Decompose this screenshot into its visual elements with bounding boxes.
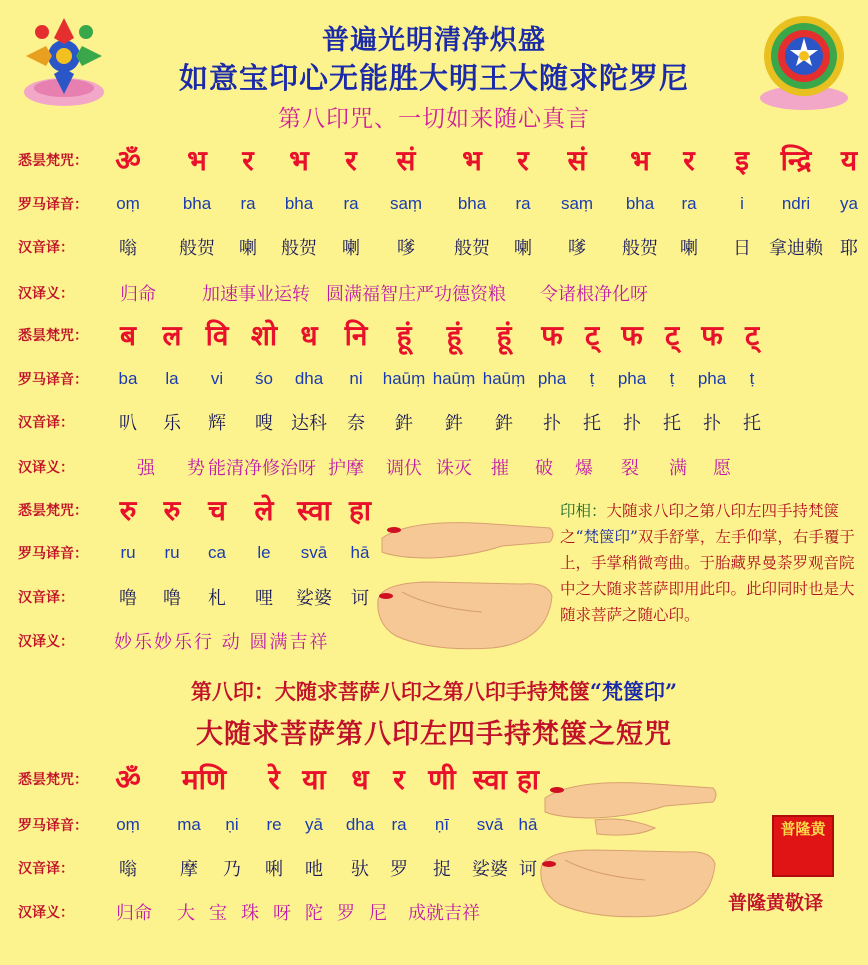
han_sound-token: 嗡: [119, 859, 137, 880]
han_sound-token: 噜: [119, 588, 137, 609]
sanskrit-token: हा: [348, 494, 372, 527]
mudra-desc-quote: “梵箧印”: [575, 528, 638, 546]
roman-token: ra: [240, 194, 256, 213]
han_sound-token: 唎: [265, 859, 283, 880]
han-sound-row-2: [18, 405, 868, 439]
label-han-meaning: 汉译义：: [18, 460, 74, 476]
roman-token: dha: [294, 369, 324, 388]
han_meaning-token: 宝: [209, 903, 227, 924]
han_meaning-token: 呀: [273, 903, 291, 924]
han_sound-token: 嗲: [397, 238, 415, 259]
han_sound-token: 诃: [351, 588, 369, 609]
han_sound-token: 辉: [208, 413, 226, 434]
sanskrit-token: ध: [300, 319, 318, 352]
han_sound-token: 乐: [163, 413, 181, 434]
han_sound-token: 噜: [163, 588, 181, 609]
han_meaning-token: 成就吉祥: [408, 903, 480, 924]
sanskrit-token: ट्: [744, 319, 760, 352]
roman-token: yā: [305, 815, 323, 834]
sanskrit-token: ट्: [584, 319, 600, 352]
han-sound-row-4: [18, 851, 537, 885]
han_meaning-token: 能清净修治呀: [208, 458, 316, 479]
sanskrit-token: ल: [162, 319, 182, 352]
roman-token: bha: [625, 194, 655, 213]
roman-token: dha: [345, 815, 375, 834]
translator-credit: 普隆黄敬译: [728, 892, 824, 914]
sanskrit-token: हूं: [496, 319, 512, 352]
subtitle: 第八印咒、一切如来随心真言: [278, 106, 590, 132]
sanskrit-token: ट्: [664, 319, 680, 352]
roman-token: bha: [284, 194, 314, 213]
sanskrit-token: भ: [630, 144, 650, 177]
roman-token: ṭ: [669, 369, 675, 388]
label-sanskrit: 悉昙梵咒：: [18, 503, 88, 519]
roman-token: oṃ: [116, 194, 140, 213]
sanskrit-token: सं: [567, 144, 587, 177]
han_sound-token: 托: [583, 413, 601, 434]
roman-token: pha: [617, 369, 647, 388]
han_sound-token: 扑: [623, 413, 641, 434]
sanskrit-token: फ: [701, 319, 723, 352]
label-han-meaning: 汉译义：: [18, 634, 74, 650]
han_meaning-token: 归命: [120, 284, 156, 305]
roman-token: i: [740, 194, 744, 213]
han_meaning-token: 满: [669, 458, 687, 479]
sanskrit-token: य: [840, 144, 858, 177]
mudra-desc-text-b: 双手舒掌，左手仰掌，右手覆于上，手掌稍微弯曲。于胎藏界曼荼罗观音院中之大随求菩萨即用此印。此印同时也是大随求菩萨之随心印。: [560, 528, 855, 624]
han-meaning-row-4: [18, 895, 528, 929]
roman-row-4: [18, 808, 538, 842]
label-sanskrit: 悉昙梵咒：: [18, 328, 88, 344]
han_meaning-token: 愿: [713, 458, 731, 479]
sanskrit-token: हूं: [446, 319, 462, 352]
han_meaning-token: 护摩: [328, 458, 364, 479]
han_sound-token: 吔: [305, 859, 323, 880]
label-roman: 罗马译音：: [18, 197, 88, 213]
roman-token: la: [165, 369, 179, 388]
han_sound-token: 般贺: [179, 238, 215, 259]
han_sound-token: 嗖: [255, 413, 273, 434]
roman-token: ra: [343, 194, 359, 213]
sanskrit-token: र: [517, 144, 529, 177]
sanskrit-token: ॐ: [115, 763, 141, 796]
sanskrit-token: र: [683, 144, 695, 177]
roman-token: le: [257, 543, 271, 562]
seal-stamp: 普隆黄: [772, 815, 834, 877]
roman-token: ra: [391, 815, 407, 834]
sanskrit-token: र: [345, 144, 357, 177]
label-roman: 罗马译音：: [18, 372, 88, 388]
label-sanskrit: 悉昙梵咒：: [18, 772, 88, 788]
label-han-meaning: 汉译义：: [18, 905, 74, 921]
sanskrit-token: रे: [268, 763, 280, 796]
roman-token: re: [266, 815, 282, 834]
roman-token: ru: [164, 543, 180, 562]
han_meaning-token: 势: [187, 458, 205, 479]
sanskrit-token: मणि: [181, 763, 227, 796]
sanskrit-token: रु: [163, 494, 181, 527]
sanskrit-row-1: [18, 143, 868, 177]
mudra-description: [560, 498, 860, 628]
han_sound-token: 耶: [840, 238, 858, 259]
sanskrit-token: रु: [119, 494, 137, 527]
sanskrit-token: ले: [254, 494, 274, 527]
han_sound-token: 鈝: [495, 413, 513, 434]
han-meaning-row-3: [18, 624, 388, 658]
han_meaning-token: 圆满福智庄严功德资粮: [326, 284, 506, 305]
han_meaning-token: 爆: [575, 458, 593, 479]
roman-token: ca: [208, 543, 226, 562]
sanskrit-token: हूं: [396, 319, 412, 352]
mudra-desc-lead: 印相：: [560, 502, 607, 520]
label-han-sound: 汉音译：: [18, 240, 74, 256]
han_sound-token: 喇: [680, 238, 698, 259]
sanskrit-token: स्वा: [297, 494, 331, 527]
han_sound-token: 般贺: [622, 238, 658, 259]
han_meaning-token: 调伏: [386, 458, 422, 479]
han_meaning-token: 加速事业运转: [202, 284, 310, 305]
han_sound-token: 拿迪赖: [769, 238, 823, 259]
roman-token: pha: [697, 369, 727, 388]
sanskrit-token: सं: [396, 144, 416, 177]
han_sound-token: 诃: [519, 859, 537, 880]
roman-token: bha: [182, 194, 212, 213]
sanskrit-token: फ: [541, 319, 563, 352]
han-sound-row-1: [18, 230, 868, 264]
han_meaning-token: 强: [137, 458, 155, 479]
han_sound-token: 嗲: [568, 238, 586, 259]
roman-row-2: [18, 362, 868, 396]
sanskrit-token: फ: [621, 319, 643, 352]
title-line-1: 普遍光明清净炽盛: [322, 25, 546, 56]
sanskrit-token: च: [208, 494, 226, 527]
han_meaning-token: 裂: [621, 458, 639, 479]
section-heading-1: [0, 676, 868, 706]
han-meaning-text-3: 妙乐妙乐行 动 圆满吉祥: [114, 632, 330, 653]
sanskrit-token: नि: [344, 319, 368, 352]
roman-token: ra: [515, 194, 531, 213]
sanskrit-token: णी: [428, 763, 456, 796]
sanskrit-token: इ: [735, 144, 749, 177]
roman-token: pha: [537, 369, 567, 388]
section-heading-1b: “梵箧印”: [589, 679, 678, 704]
han_sound-token: 达科: [291, 413, 327, 434]
han_sound-token: 捉: [433, 859, 451, 880]
han_sound-token: 般贺: [454, 238, 490, 259]
han_sound-token: 摩: [180, 859, 198, 880]
sanskrit-token: ब: [120, 319, 136, 352]
roman-token: ra: [681, 194, 697, 213]
han_sound-token: 鈝: [395, 413, 413, 434]
sanskrit-token: न्द्रि: [780, 144, 812, 177]
han_sound-token: 喇: [514, 238, 532, 259]
roman-token: haūṃ: [432, 369, 476, 388]
han_meaning-token: 陀: [305, 903, 323, 924]
roman-token: ṭ: [589, 369, 595, 388]
label-roman: 罗马译音：: [18, 546, 88, 562]
han_sound-token: 哩: [255, 588, 273, 609]
section-heading-1a: 第八印：大随求菩萨八印之第八印手持梵箧: [190, 679, 590, 704]
sanskrit-token: ॐ: [115, 144, 141, 177]
roman-token: ṇī: [434, 815, 450, 834]
sanskrit-token: भ: [187, 144, 207, 177]
label-han-sound: 汉音译：: [18, 861, 74, 877]
roman-token: ndri: [781, 194, 811, 213]
han-meaning-row-2: [18, 450, 868, 484]
han_sound-token: 罗: [390, 859, 408, 880]
label-roman: 罗马译音：: [18, 818, 88, 834]
section-heading-2: 大随求菩萨第八印左四手持梵箧之短咒: [196, 719, 672, 750]
han_meaning-token: 令诸根净化呀: [540, 284, 648, 305]
han_sound-token: 札: [208, 588, 226, 609]
roman-token: ṇi: [225, 815, 239, 834]
roman-token: ya: [840, 194, 858, 213]
roman-token: haūṃ: [382, 369, 426, 388]
label-han-meaning: 汉译义：: [18, 286, 74, 302]
han_sound-token: 嗡: [119, 238, 137, 259]
roman-token: hā: [350, 543, 370, 562]
han_meaning-token: 破: [535, 458, 553, 479]
han_sound-token: 扑: [703, 413, 721, 434]
han_sound-token: 娑婆: [296, 588, 332, 609]
roman-token: saṃ: [389, 194, 423, 213]
han_meaning-token: 归命: [116, 903, 152, 924]
sanskrit-token: वि: [205, 319, 229, 352]
han_meaning-token: 摧: [491, 458, 509, 479]
roman-token: ṭ: [749, 369, 755, 388]
han_sound-token: 驮: [351, 859, 369, 880]
han_sound-token: 日: [733, 238, 751, 259]
sanskrit-token: या: [302, 763, 326, 796]
roman-token: ru: [120, 543, 136, 562]
sanskrit-token: भ: [289, 144, 309, 177]
sanskrit-row-2: [18, 318, 868, 352]
roman-token: vi: [210, 369, 224, 388]
sanskrit-token: स्वा: [473, 763, 507, 796]
han-sound-row-3: [18, 580, 368, 614]
roman-token: ni: [349, 369, 363, 388]
han_sound-token: 托: [663, 413, 681, 434]
han_sound-token: 奈: [347, 413, 365, 434]
mudra-hands-illustration-1: [372, 512, 557, 657]
han_sound-token: 喇: [239, 238, 257, 259]
han_sound-token: 娑婆: [472, 859, 508, 880]
roman-token: śo: [255, 369, 273, 388]
label-sanskrit: 悉昙梵咒：: [18, 153, 88, 169]
sanskrit-token: हा: [516, 763, 540, 796]
sanskrit-row-3: [18, 493, 372, 527]
han_meaning-token: 尼: [369, 903, 387, 924]
label-han-sound: 汉音译：: [18, 590, 74, 606]
han_sound-token: 扑: [543, 413, 561, 434]
mudra-hands-illustration-2: [535, 772, 720, 927]
roman-token: ba: [118, 369, 138, 388]
roman-token: bha: [457, 194, 487, 213]
han_sound-token: 托: [743, 413, 761, 434]
roman-token: hā: [518, 815, 538, 834]
roman-token: saṃ: [560, 194, 594, 213]
roman-token: svā: [476, 815, 504, 834]
sanskrit-token: र: [242, 144, 254, 177]
han_sound-token: 喇: [342, 238, 360, 259]
sanskrit-row-4: [18, 762, 540, 796]
roman-row-1: [18, 187, 868, 221]
roman-token: svā: [300, 543, 328, 562]
han-meaning-row-1: [18, 276, 868, 310]
roman-row-3: [18, 536, 368, 570]
han_sound-token: 叭: [119, 413, 137, 434]
han_meaning-token: 珠: [241, 903, 259, 924]
roman-token: ma: [177, 815, 201, 834]
sanskrit-token: ध: [351, 763, 369, 796]
sanskrit-token: भ: [462, 144, 482, 177]
han_meaning-token: 诛灭: [436, 458, 472, 479]
han_sound-token: 般贺: [281, 238, 317, 259]
roman-token: oṃ: [116, 815, 140, 834]
sanskrit-token: र: [393, 763, 405, 796]
mudra-desc-text-a: 大随求八印之第八印左四手持梵箧之: [560, 502, 840, 546]
label-han-sound: 汉音译：: [18, 415, 74, 431]
han_sound-token: 鈝: [445, 413, 463, 434]
roman-token: haūṃ: [482, 369, 526, 388]
han_meaning-token: 大: [177, 903, 195, 924]
han_meaning-token: 罗: [337, 903, 355, 924]
han_sound-token: 乃: [223, 859, 241, 880]
title-line-2: 如意宝印心无能胜大明王大随求陀罗尼: [178, 61, 689, 95]
sanskrit-token: शो: [250, 319, 278, 352]
